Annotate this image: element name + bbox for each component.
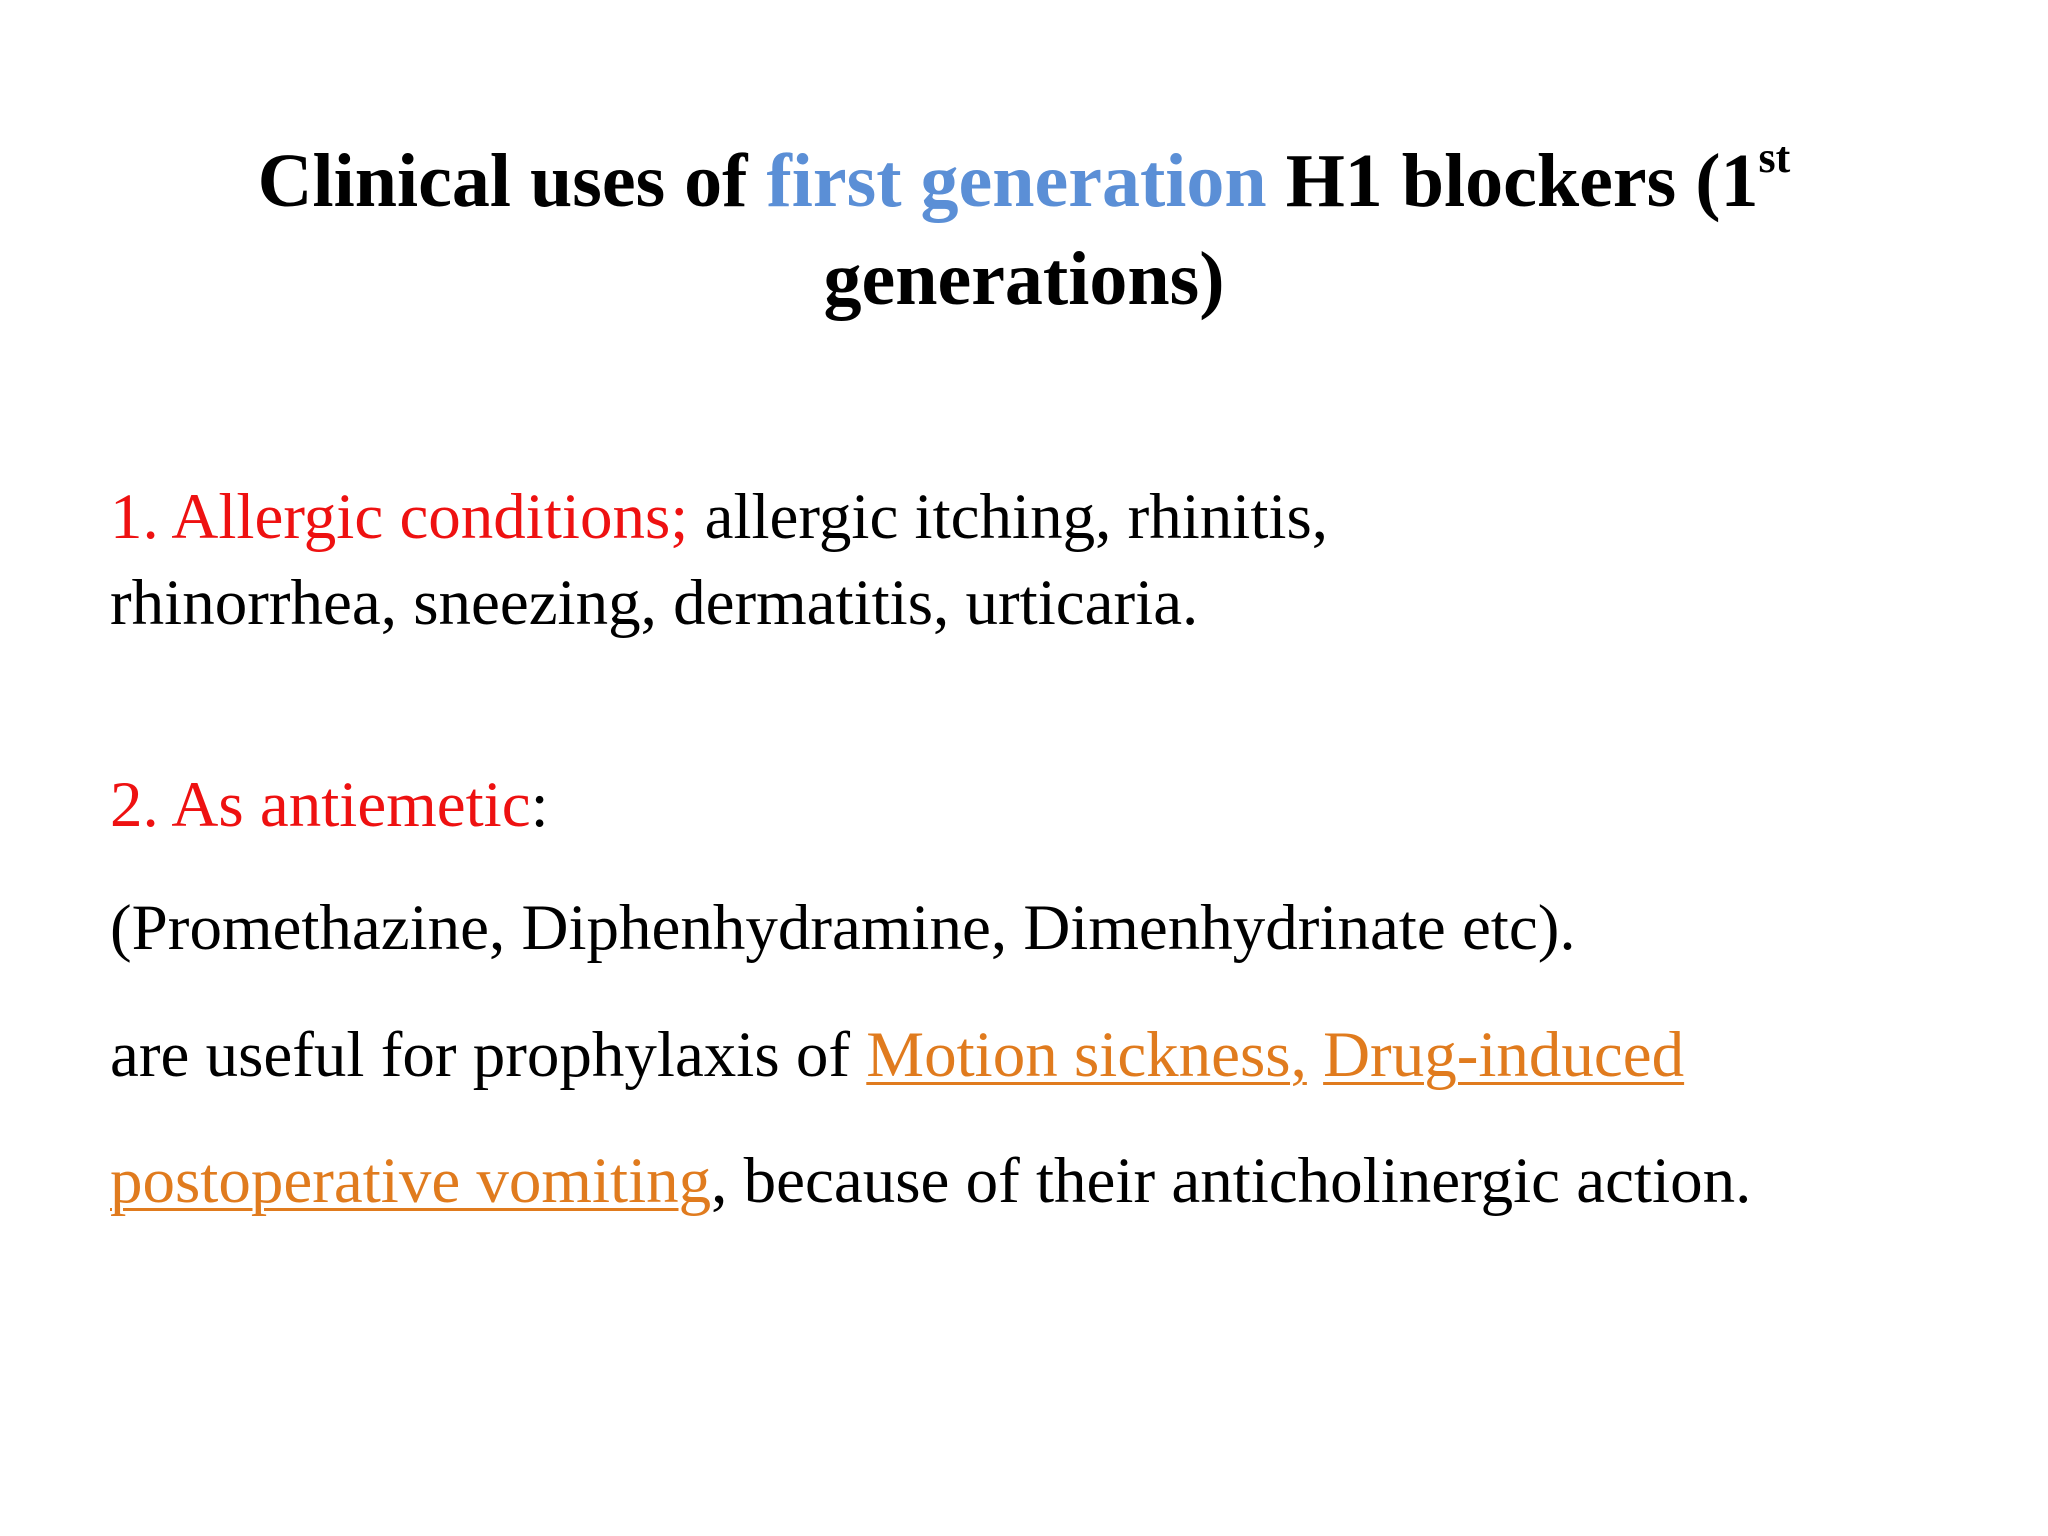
allergic-conditions-item: [110, 474, 1990, 646]
slide-title: [0, 132, 2048, 328]
antiemetic-drugs: [110, 885, 1990, 971]
allergic-conditions-label: 1. Allergic conditions;: [110, 481, 689, 553]
link-gap: [1307, 1019, 1323, 1091]
antiemetic-use-line-2: [110, 1138, 1990, 1224]
drug-induced-link[interactable]: Drug-induced: [1323, 1019, 1685, 1091]
title-highlight: first generation: [766, 139, 1267, 223]
title-part3: generations): [823, 237, 1225, 321]
title-superscript: st: [1758, 132, 1791, 182]
allergic-conditions-text-line1: allergic itching, rhinitis,: [688, 481, 1328, 553]
motion-sickness-link[interactable]: Motion sickness,: [866, 1019, 1307, 1091]
title-part2: H1 blockers (1: [1266, 139, 1759, 223]
antiemetic-drug-list: (Promethazine, Diphenhydramine, Dimenhydrinate etc).: [110, 892, 1576, 964]
prophylaxis-text: are useful for prophylaxis of: [110, 1019, 867, 1091]
postoperative-vomiting-link[interactable]: postoperative vomiting: [110, 1145, 712, 1217]
antiemetic-heading: [110, 762, 1990, 848]
title-part1: Clinical uses of: [257, 139, 767, 223]
antiemetic-label: 2. As antiemetic: [110, 769, 531, 841]
antiemetic-colon: :: [530, 769, 549, 841]
anticholinergic-text: , because of their anticholinergic action.: [711, 1145, 1752, 1217]
allergic-conditions-text-line2: rhinorrhea, sneezing, dermatitis, urticaria.: [110, 567, 1199, 639]
antiemetic-use-line: [110, 1012, 1990, 1098]
